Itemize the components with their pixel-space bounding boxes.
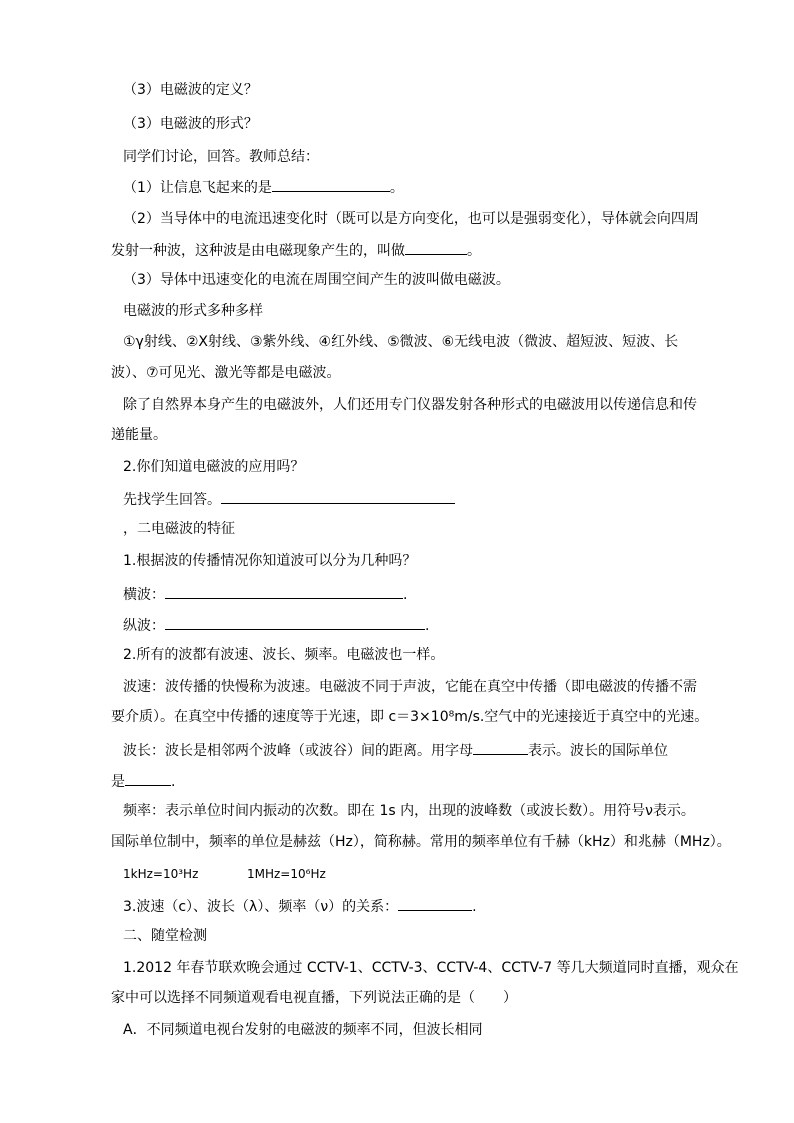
text-line: 除了自然界本身产生的电磁波外，人们还用专门仪器发射各种形式的电磁波用以传递信息和传 — [123, 397, 697, 413]
text-segment: . — [403, 587, 408, 603]
text-line — [123, 739, 668, 761]
text-line: 2.你们知道电磁波的应用吗？ — [123, 459, 305, 475]
text-line: 电磁波的形式多种多样 — [123, 303, 263, 319]
text-segment: 。 — [389, 180, 404, 196]
text-line: （3）电磁波的定义？ — [123, 82, 258, 98]
text-segment: . — [472, 899, 477, 915]
answer-blank[interactable] — [473, 739, 528, 755]
text-segment: 横波： — [123, 587, 165, 603]
text-segment: 表示。波长的国际单位 — [528, 743, 668, 759]
text-line — [123, 895, 477, 917]
question-text: 家中可以选择不同频道观看电视直播，下列说法正确的是（ ） — [111, 990, 517, 1006]
text-line: 国际单位制中，频率的单位是赫兹（Hz），简称赫。常用的频率单位有千赫（kHz）和兆赫（MHz）。 — [111, 834, 731, 850]
text-line — [111, 770, 175, 792]
formula-mhz: 1MHz=10⁶Hz — [247, 867, 326, 881]
text-line: ①γ射线、②X射线、③紫外线、④红外线、⑤微波、⑥无线电波（微波、超短波、短波、长 — [123, 334, 679, 350]
text-line: 波）、⑦可见光、激光等都是电磁波。 — [111, 365, 341, 381]
section-heading: ，二电磁波的特征 — [123, 521, 235, 537]
answer-option: A．不同频道电视台发射的电磁波的频率不同，但波长相同 — [123, 1022, 483, 1038]
formula-khz: 1kHz=10³Hz — [123, 867, 199, 881]
answer-blank[interactable] — [165, 614, 425, 630]
text-segment: 3.波速（c）、波长（λ）、频率（ν）的关系： — [123, 899, 399, 915]
text-segment: 是 — [111, 774, 125, 790]
text-segment: （1）让信息飞起来的是 — [123, 180, 272, 196]
text-segment: . — [425, 618, 430, 634]
text-line — [111, 239, 481, 261]
answer-blank[interactable] — [221, 488, 455, 504]
text-line: 同学们讨论，回答。教师总结： — [123, 149, 319, 165]
text-line — [123, 176, 404, 198]
text-line: 1.根据波的传播情况你知道波可以分为几种吗？ — [123, 553, 417, 569]
text-line: （3）导体中迅速变化的电流在周围空间产生的波叫做电磁波。 — [123, 272, 510, 288]
text-line — [123, 583, 407, 605]
text-segment: 纵波： — [123, 618, 165, 634]
text-line: 2.所有的波都有波速、波长、频率。电磁波也一样。 — [123, 647, 445, 663]
text-line: 波速：波传播的快慢称为波速。电磁波不同于声波，它能在真空中传播（即电磁波的传播不需 — [123, 679, 697, 695]
answer-blank[interactable] — [165, 583, 403, 599]
answer-blank[interactable] — [405, 239, 467, 255]
answer-blank[interactable] — [272, 176, 390, 192]
text-segment: 先找学生回答。 — [123, 492, 221, 508]
text-segment: 。 — [467, 243, 481, 259]
answer-blank[interactable] — [398, 895, 472, 911]
text-line — [123, 614, 429, 636]
text-line: 递能量。 — [111, 427, 167, 443]
section-heading: 二、随堂检测 — [123, 928, 207, 944]
text-line: （3）电磁波的形式？ — [123, 116, 258, 132]
question-text: 1.2012 年春节联欢晚会通过 CCTV-1、CCTV-3、CCTV-4、CCTV-7 等几大频道同时直播，观众在 — [123, 960, 739, 976]
text-segment: . — [171, 774, 176, 790]
text-line: 频率：表示单位时间内振动的次数。即在 1s 内，出现的波峰数（或波长数）。用符号ν表示。 — [123, 803, 695, 819]
text-segment: 波长：波长是相邻两个波峰（或波谷）间的距离。用字母 — [123, 743, 473, 759]
text-line: （2）当导体中的电流迅速变化时（既可以是方向变化，也可以是强弱变化），导体就会向四周 — [123, 211, 699, 227]
text-line — [123, 488, 455, 510]
answer-blank[interactable] — [125, 770, 171, 786]
text-line: 要介质）。在真空中传播的速度等于光速，即 c＝3×10⁸m/s.空气中的光速接近于真空中的光速。 — [111, 709, 709, 725]
text-segment: 发射一种波，这种波是由电磁现象产生的，叫做 — [111, 243, 405, 259]
